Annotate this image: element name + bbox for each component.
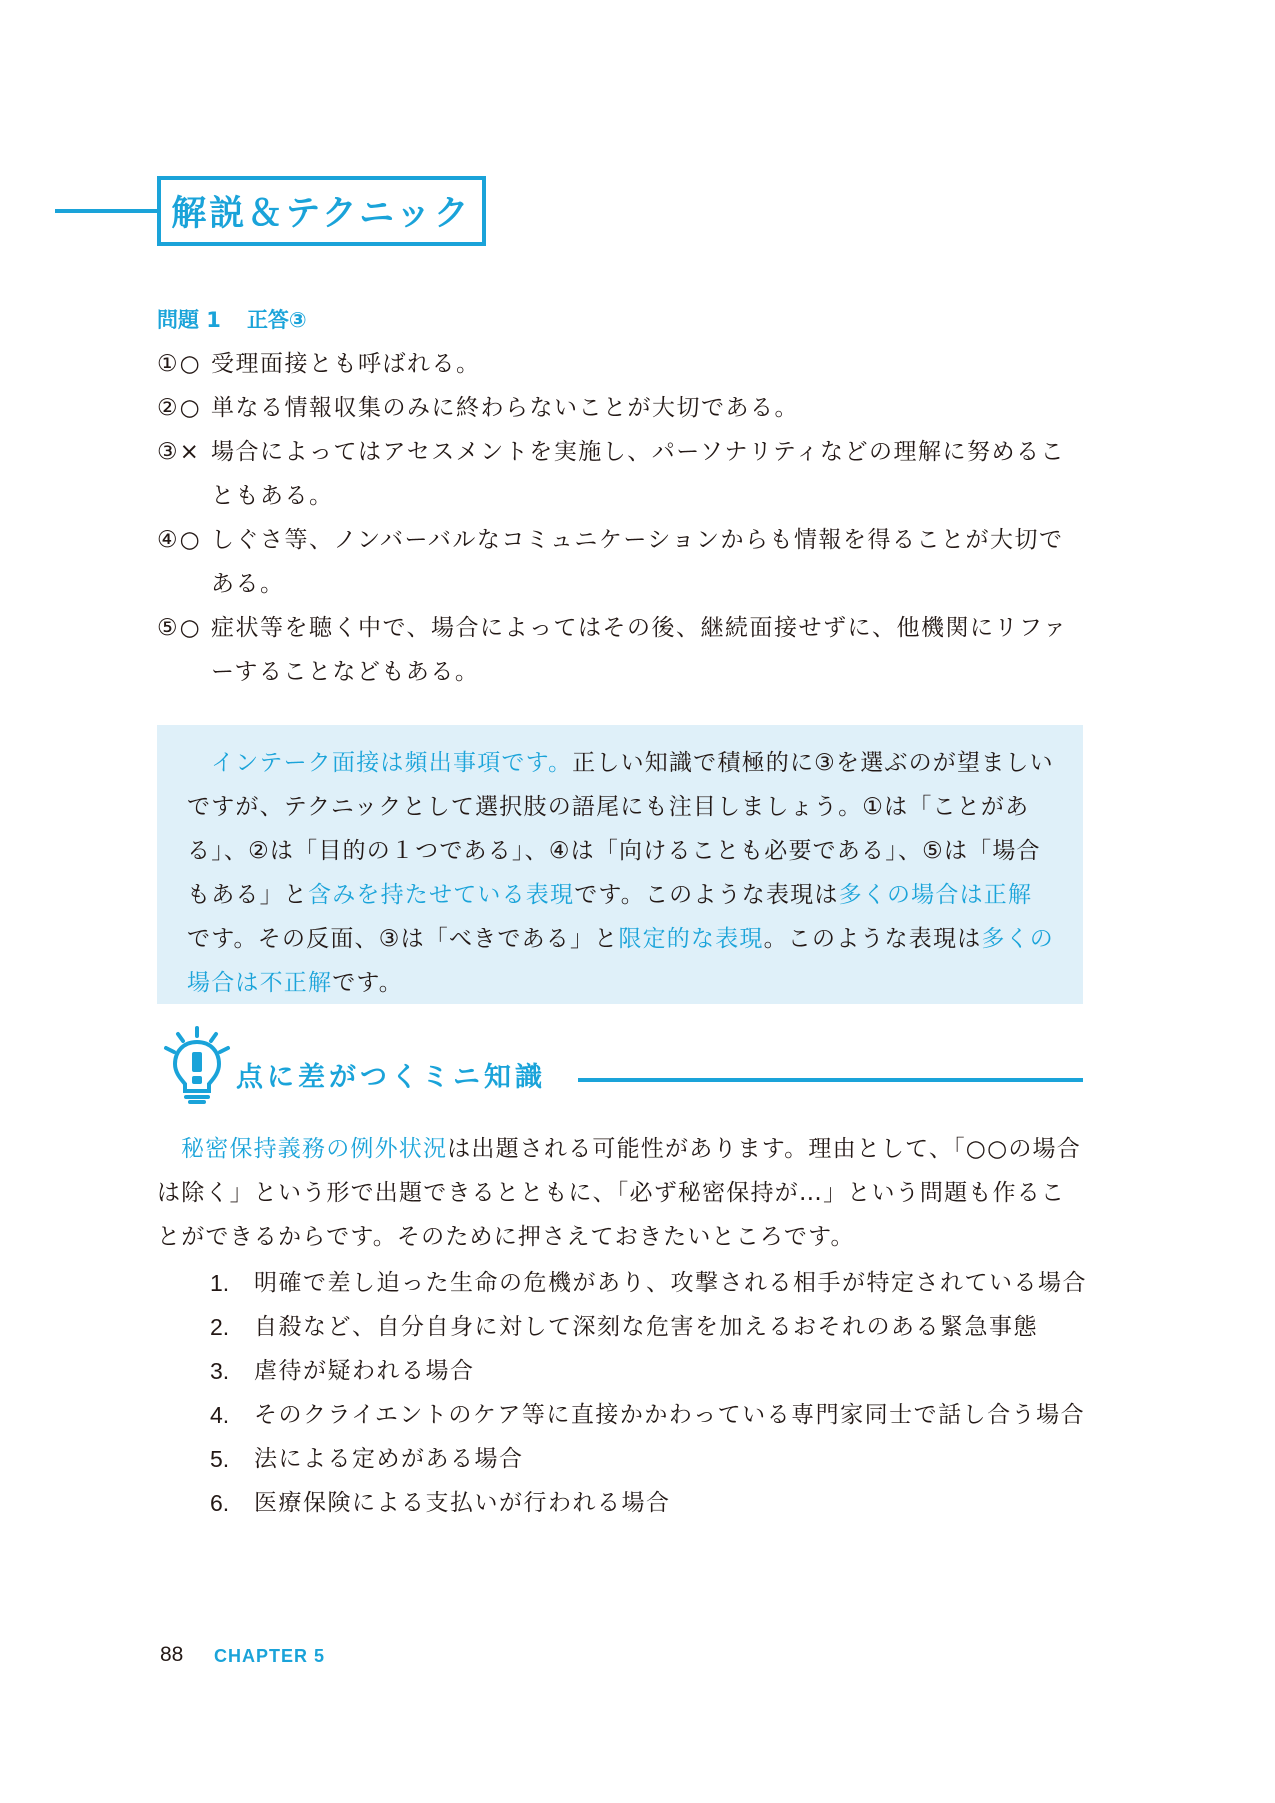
answer-item (157, 606, 1087, 694)
answer-mark: ②○ (157, 395, 202, 421)
tip-highlight: 含みを持たせている表現 (308, 882, 575, 908)
answer-text: 受理面接とも呼ばれる。 (211, 351, 481, 377)
tip-highlight: 限定的な表現 (618, 926, 764, 952)
tip-text: です。 (332, 970, 403, 996)
answer-item (157, 342, 1087, 386)
answer-list (157, 342, 1087, 694)
tip-text: 。このような表現は (763, 926, 982, 952)
page-number: 88 (160, 1643, 184, 1666)
section-header (157, 176, 486, 246)
exception-text: 明確で差し迫った生命の危機があり、攻撃される相手が特定されている場合 (254, 1270, 1087, 1296)
answer-mark: ①○ (157, 351, 202, 377)
answer-mark: ⑤○ (157, 615, 202, 641)
technique-tip-box (157, 725, 1083, 1004)
exception-number: 1. (210, 1270, 230, 1296)
answer-item (157, 518, 1087, 606)
tip-text: です。その反面、③は「べきである」と (187, 926, 619, 952)
exception-text: 医療保険による支払いが行われる場合 (254, 1490, 671, 1516)
mini-knowledge-title: 点に差がつくミニ知識 (236, 1062, 546, 1093)
exception-number: 4. (210, 1402, 230, 1428)
technique-tip-text (187, 741, 1055, 1005)
exception-item (210, 1305, 1090, 1349)
mini-body: は出題される可能性があります。理由として、「○○の場合は除く」という形で出題できるとともに、「必ず秘密保持が…」という問題も作ることができるからです。そのために押さえておきたいところです。 (157, 1136, 1081, 1250)
answer-item (157, 430, 1087, 518)
tip-highlight: 多くの場合は不正解 (187, 926, 1055, 996)
exception-number: 2. (210, 1314, 230, 1340)
chapter-label: CHAPTER 5 (214, 1646, 326, 1666)
exception-text: そのクライエントのケア等に直接かかわっている専門家同士で話し合う場合 (254, 1402, 1086, 1428)
mini-knowledge-rule (578, 1078, 1083, 1082)
exception-text: 自殺など、自分自身に対して深刻な危害を加えるおそれのある緊急事態 (254, 1314, 1038, 1340)
exception-number: 6. (210, 1490, 230, 1516)
correct-answer: 正答③ (246, 308, 307, 332)
exception-list (210, 1261, 1090, 1525)
exception-item (210, 1481, 1090, 1525)
tip-text: です。このような表現は (574, 882, 839, 908)
exception-number: 5. (210, 1446, 230, 1472)
answer-mark: ③× (157, 439, 201, 465)
exception-item (210, 1437, 1090, 1481)
tip-text: 正しい知識で積極的に③を選ぶのが望ましいですが、テクニックとして選択肢の語尾にも注目しましょう。①は「ことがある」、②は「目的の１つである」、④は「向けることも必要である」、⑤は「場合もある」と (187, 750, 1054, 908)
exception-number: 3. (210, 1358, 230, 1384)
exception-item (210, 1261, 1090, 1305)
answer-text: 症状等を聴く中で、場合によってはその後、継続面接せずに、他機関にリファーすることなどもある。 (211, 615, 1068, 685)
exception-text: 法による定めがある場合 (254, 1446, 524, 1472)
header-rule (55, 209, 158, 213)
answer-text: 場合によってはアセスメントを実施し、パーソナリティなどの理解に努めることもある。 (211, 439, 1066, 509)
mini-highlight: 秘密保持義務の例外状況 (181, 1136, 448, 1162)
answer-mark: ④○ (157, 527, 202, 553)
section-title: 解説＆テクニック (171, 194, 472, 234)
answer-item (157, 386, 1087, 430)
question-heading (157, 302, 307, 338)
exception-text: 虐待が疑われる場合 (254, 1358, 475, 1384)
question-label: 問題 1 (157, 308, 221, 332)
lightbulb-icon (161, 1025, 233, 1107)
answer-text: しぐさ等、ノンバーバルなコミュニケーションからも情報を得ることが大切である。 (211, 527, 1064, 597)
exception-item (210, 1393, 1090, 1437)
tip-highlight: 多くの場合は正解 (838, 882, 1033, 908)
mini-knowledge-text (157, 1127, 1087, 1259)
exception-item (210, 1349, 1090, 1393)
tip-highlight: インテーク面接は頻出事項です。 (211, 750, 573, 776)
answer-text: 単なる情報収集のみに終わらないことが大切である。 (211, 395, 799, 421)
